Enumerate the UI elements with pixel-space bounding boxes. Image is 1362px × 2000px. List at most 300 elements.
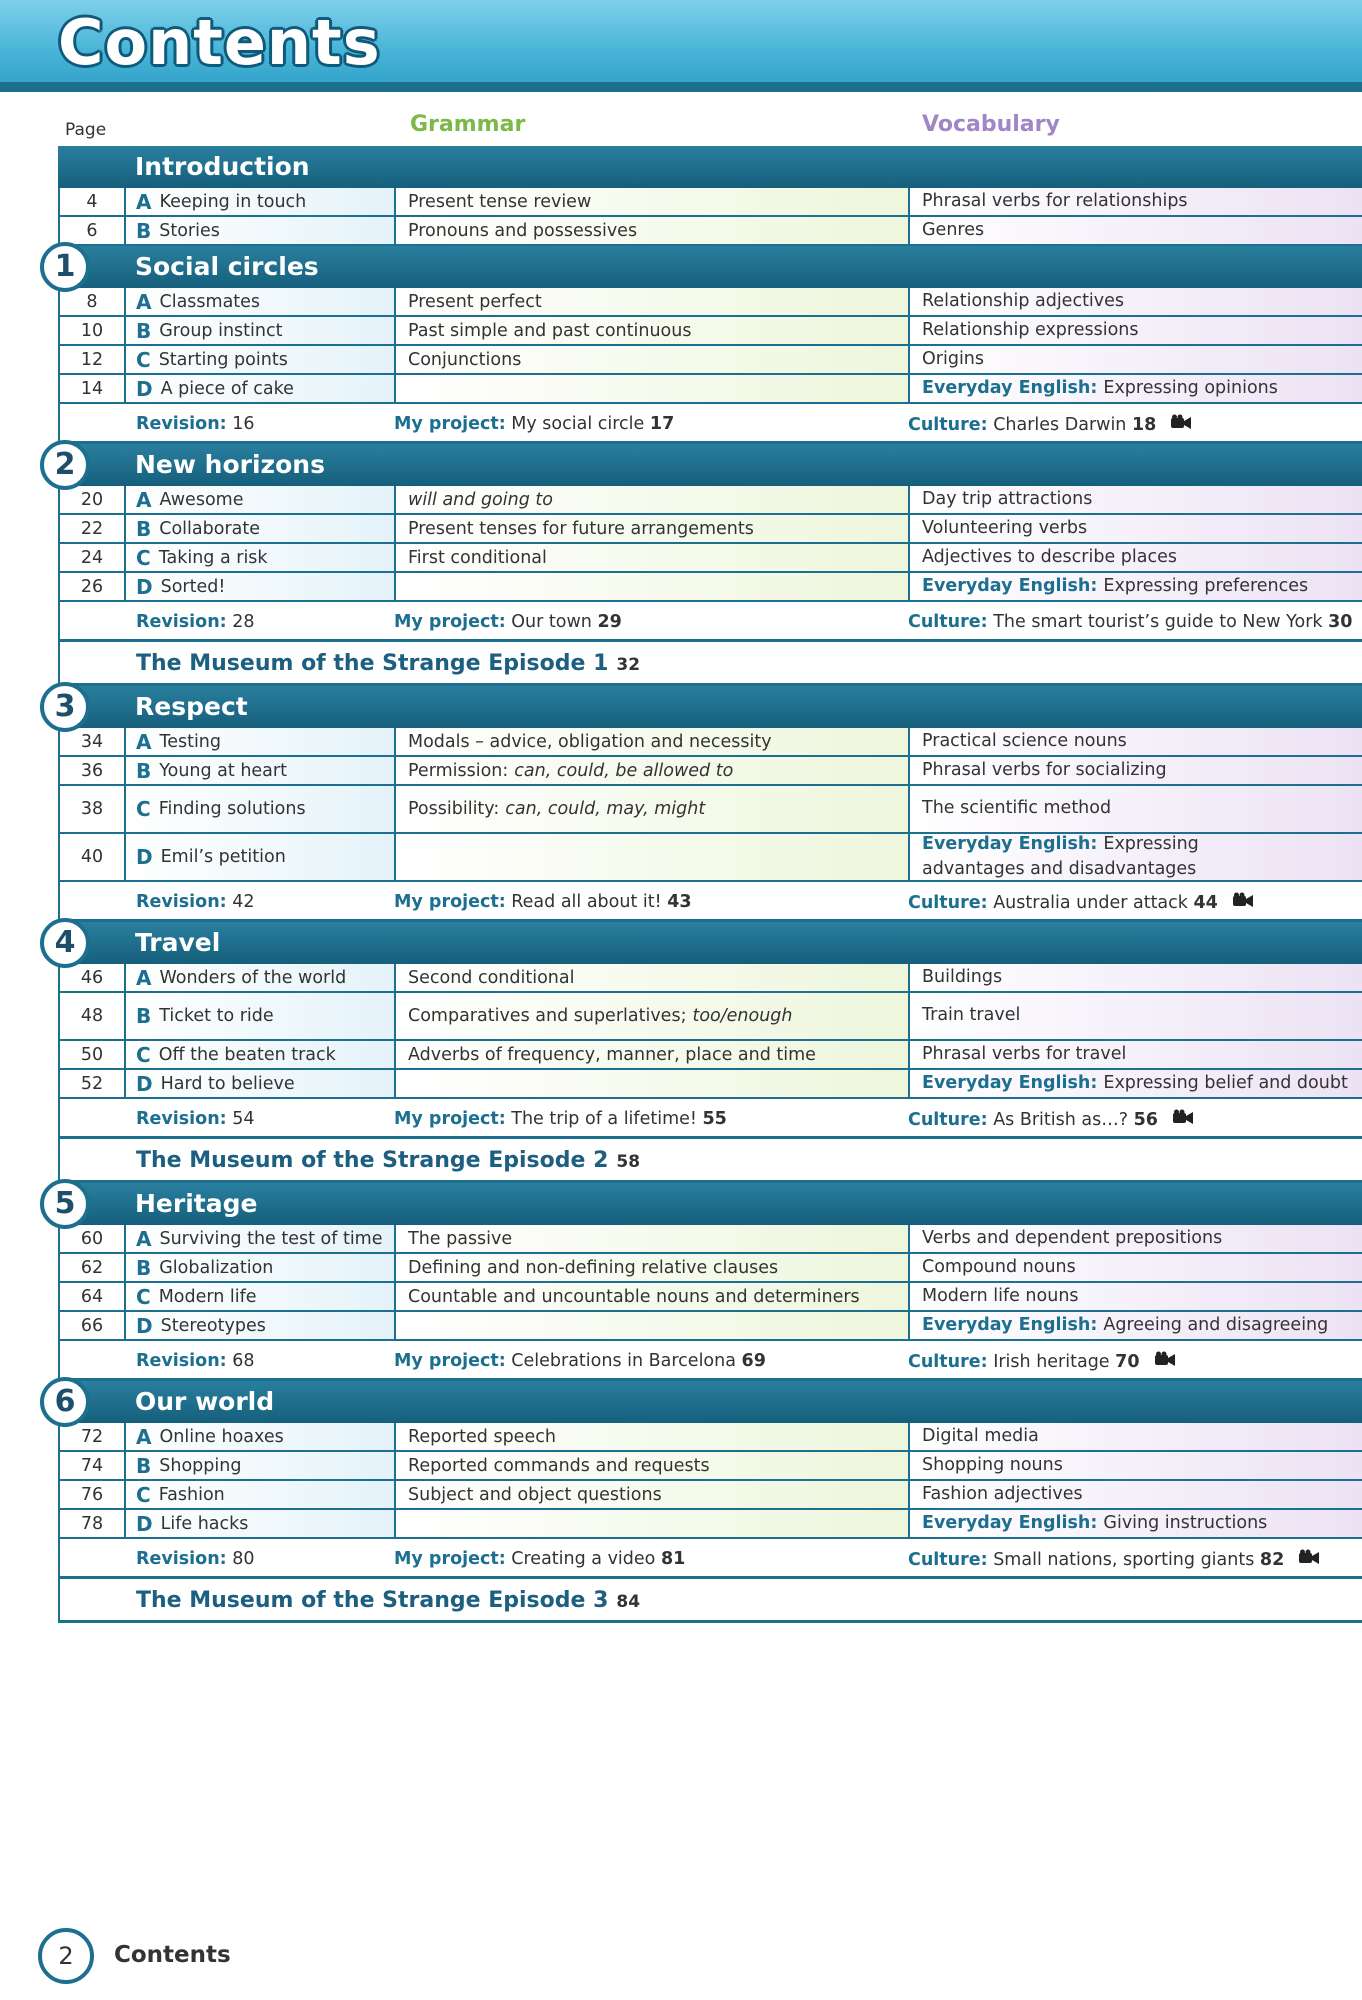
vocabulary-cell [910, 1423, 1362, 1450]
project-text: My social circle [511, 414, 645, 434]
everyday-english-label: Everyday English: [922, 1072, 1098, 1093]
grammar-cell [396, 834, 910, 880]
vocabulary-text: Modern life nouns [922, 1285, 1079, 1306]
revision-item [136, 1109, 255, 1129]
lesson-row [58, 1225, 1362, 1254]
project-label: My project: [394, 1549, 506, 1569]
project-label: My project: [394, 414, 506, 434]
culture-text: Irish heritage [993, 1352, 1110, 1372]
grammar-text: Subject and object questions [408, 1484, 662, 1505]
lesson-title-cell [126, 486, 396, 513]
culture-item [908, 1351, 1176, 1372]
vocabulary-cell [910, 964, 1362, 991]
culture-text: Charles Darwin [993, 415, 1127, 435]
project-page: 69 [741, 1351, 766, 1371]
lesson-page: 72 [60, 1423, 126, 1450]
lesson-page: 8 [60, 288, 126, 315]
lesson-title: Stories [159, 220, 220, 241]
lesson-row [58, 728, 1362, 757]
grammar-cell [396, 573, 910, 600]
grammar-text: Reported speech [408, 1426, 556, 1447]
revision-page: 28 [232, 612, 255, 632]
lesson-title-cell [126, 1481, 396, 1508]
lesson-title-cell [126, 964, 396, 991]
revision-item [136, 1351, 255, 1371]
episode-title: The Museum of the Strange Episode 3 [136, 1588, 609, 1613]
grammar-text: Present tenses for future arrangements [408, 518, 754, 539]
grammar-text: can, could, be allowed to [514, 760, 734, 781]
revision-page: 80 [232, 1549, 255, 1569]
episode-link [136, 1148, 640, 1173]
grammar-cell [396, 1254, 910, 1281]
lesson-title: Surviving the test of time [159, 1228, 383, 1249]
lesson-title-cell [126, 1452, 396, 1479]
lesson-row [58, 317, 1362, 346]
lesson-title: Shopping [159, 1455, 242, 1476]
page-title: Contents [58, 6, 381, 79]
project-item [394, 892, 692, 912]
episode-row [58, 642, 1362, 686]
lesson-row [58, 1481, 1362, 1510]
vocabulary-text: Buildings [922, 966, 1003, 987]
column-header-vocabulary: Vocabulary [922, 112, 1060, 137]
project-label: My project: [394, 1109, 506, 1129]
episode-row [58, 1579, 1362, 1623]
culture-page: 82 [1259, 1550, 1285, 1570]
culture-label: Culture: [908, 893, 988, 913]
lesson-page: 38 [60, 786, 126, 832]
unit-title: Heritage [135, 1189, 258, 1218]
lesson-page: 60 [60, 1225, 126, 1252]
everyday-english-label: Everyday English: [922, 1512, 1098, 1533]
everyday-english-label: Everyday English: [922, 575, 1098, 596]
lesson-title: Hard to believe [160, 1073, 295, 1094]
grammar-cell [396, 486, 910, 513]
grammar-cell [396, 728, 910, 755]
lesson-page: 12 [60, 346, 126, 373]
grammar-cell [396, 1510, 910, 1537]
vocabulary-cell [910, 1510, 1362, 1537]
vocabulary-text: The scientific method [922, 798, 1112, 819]
culture-label: Culture: [908, 415, 988, 435]
grammar-cell [396, 288, 910, 315]
vocabulary-text: Relationship expressions [922, 319, 1139, 340]
lesson-letter: D [136, 574, 153, 599]
grammar-text: Reported commands and requests [408, 1455, 710, 1476]
grammar-cell [396, 964, 910, 991]
column-header-grammar: Grammar [410, 112, 526, 137]
grammar-cell [396, 317, 910, 344]
culture-text: The smart tourist’s guide to New York [993, 612, 1323, 632]
lesson-row [58, 964, 1362, 993]
lesson-row [58, 346, 1362, 375]
culture-label: Culture: [908, 1352, 988, 1372]
unit-title: Respect [135, 692, 248, 721]
lesson-row [58, 1510, 1362, 1539]
lesson-letter: B [136, 1004, 152, 1028]
lesson-title-cell [126, 1070, 396, 1097]
vocabulary-text: Phrasal verbs for relationships [922, 190, 1188, 211]
revision-item [136, 1549, 255, 1569]
lesson-page: 26 [60, 573, 126, 600]
lesson-title-cell [126, 288, 396, 315]
lesson-letter: D [136, 1511, 153, 1536]
unit-header [54, 1381, 1362, 1423]
culture-page: 70 [1115, 1352, 1140, 1372]
video-camera-icon [1154, 1351, 1176, 1371]
lesson-title-cell [126, 188, 396, 215]
grammar-text: Present perfect [408, 291, 542, 312]
vocabulary-cell [910, 544, 1362, 571]
vocabulary-cell [910, 786, 1362, 832]
vocabulary-text: Compound nouns [922, 1256, 1076, 1277]
vocabulary-cell [910, 188, 1362, 215]
lesson-row [58, 1254, 1362, 1283]
lesson-row [58, 515, 1362, 544]
culture-page: 56 [1133, 1110, 1158, 1130]
grammar-text: will and going to [408, 489, 553, 510]
lesson-letter: C [136, 1482, 151, 1507]
lesson-title: Life hacks [160, 1513, 249, 1534]
episode-title: The Museum of the Strange Episode 1 [136, 651, 609, 676]
lesson-letter: D [136, 845, 153, 869]
culture-text: Australia under attack [993, 893, 1188, 913]
lesson-row [58, 573, 1362, 602]
lesson-title-cell [126, 573, 396, 600]
vocabulary-cell [910, 573, 1362, 600]
revision-item [136, 612, 255, 632]
vocabulary-cell [910, 288, 1362, 315]
lesson-page: 64 [60, 1283, 126, 1310]
video-camera-icon [1232, 892, 1254, 912]
lesson-title: Globalization [159, 1257, 274, 1278]
lesson-letter: A [136, 729, 152, 754]
footer-label: Contents [114, 1942, 231, 1968]
video-camera-icon [1298, 1549, 1320, 1569]
revision-label: Revision: [136, 1109, 227, 1129]
grammar-text: can, could, may, might [505, 799, 706, 819]
revision-label: Revision: [136, 892, 227, 912]
lesson-title: Young at heart [159, 760, 287, 781]
lesson-row [58, 375, 1362, 404]
revision-row [58, 1099, 1362, 1139]
grammar-text: The passive [408, 1228, 513, 1249]
lesson-page: 20 [60, 486, 126, 513]
lesson-title-cell [126, 1254, 396, 1281]
lesson-row [58, 993, 1362, 1041]
grammar-cell [396, 1283, 910, 1310]
lesson-title-cell [126, 1510, 396, 1537]
project-label: My project: [394, 612, 506, 632]
lesson-title-cell [126, 375, 396, 402]
unit-number-badge: 6 [40, 1377, 90, 1427]
vocabulary-text: Verbs and dependent prepositions [922, 1227, 1223, 1248]
revision-page: 54 [232, 1109, 255, 1129]
vocabulary-cell [910, 1312, 1362, 1339]
lesson-page: 22 [60, 515, 126, 542]
lesson-letter: B [136, 1453, 152, 1478]
lesson-letter: C [136, 545, 151, 570]
project-page: 43 [667, 892, 692, 912]
lesson-letter: D [136, 376, 153, 401]
unit-number-badge: 3 [40, 682, 90, 732]
revision-row [58, 1341, 1362, 1381]
lesson-page: 36 [60, 757, 126, 784]
episode-link [136, 651, 640, 676]
revision-label: Revision: [136, 1351, 227, 1371]
unit-header [54, 444, 1362, 486]
contents-table [54, 146, 1362, 1623]
lesson-page: 52 [60, 1070, 126, 1097]
revision-page: 42 [232, 892, 255, 912]
grammar-cell [396, 346, 910, 373]
grammar-cell [396, 1481, 910, 1508]
project-item [394, 612, 622, 632]
lesson-page: 40 [60, 834, 126, 880]
lesson-letter: C [136, 347, 151, 372]
grammar-text: Countable and uncountable nouns and determiners [408, 1286, 860, 1307]
revision-row [58, 404, 1362, 444]
episode-page: 58 [616, 1152, 641, 1172]
project-page: 17 [649, 414, 675, 434]
lesson-title: Wonders of the world [159, 967, 347, 988]
lesson-letter: C [136, 1284, 151, 1309]
vocabulary-cell [910, 317, 1362, 344]
vocabulary-cell [910, 1254, 1362, 1281]
grammar-cell [396, 993, 910, 1039]
grammar-cell [396, 188, 910, 215]
grammar-text: Conjunctions [408, 349, 522, 370]
vocabulary-text: Expressing opinions [1103, 377, 1278, 398]
lesson-title-cell [126, 1283, 396, 1310]
everyday-english-label: Everyday English: [922, 833, 1098, 854]
vocabulary-text: Shopping nouns [922, 1454, 1063, 1475]
lesson-title: Modern life [158, 1286, 257, 1307]
lesson-letter: A [136, 965, 152, 990]
grammar-cell [396, 217, 910, 244]
vocabulary-text: Agreeing and disagreeing [1103, 1314, 1329, 1335]
lesson-title: Off the beaten track [158, 1044, 336, 1065]
project-page: 29 [597, 612, 622, 632]
grammar-cell [396, 515, 910, 542]
culture-page: 18 [1131, 415, 1157, 435]
culture-text: As British as…? [993, 1110, 1129, 1130]
lesson-letter: D [136, 1313, 153, 1338]
lesson-title: Emil’s petition [160, 847, 286, 867]
lesson-row [58, 786, 1362, 834]
lesson-title: Collaborate [159, 518, 260, 539]
column-header-page: Page [65, 120, 107, 140]
lesson-row [58, 288, 1362, 317]
header-banner [0, 0, 1362, 92]
lesson-row [58, 217, 1362, 246]
lesson-page: 78 [60, 1510, 126, 1537]
grammar-cell [396, 1452, 910, 1479]
lesson-title: Stereotypes [160, 1315, 266, 1336]
revision-item [136, 414, 255, 434]
vocabulary-cell [910, 757, 1362, 784]
vocabulary-cell [910, 486, 1362, 513]
lesson-title-cell [126, 1041, 396, 1068]
unit-header [54, 1183, 1362, 1225]
episode-title: The Museum of the Strange Episode 2 [136, 1148, 609, 1173]
lesson-title: Group instinct [159, 320, 283, 341]
vocabulary-cell [910, 1452, 1362, 1479]
vocabulary-cell [910, 728, 1362, 755]
lesson-row [58, 1312, 1362, 1341]
lesson-title-cell [126, 1312, 396, 1339]
grammar-cell [396, 1312, 910, 1339]
vocabulary-cell [910, 375, 1362, 402]
grammar-prefix: Possibility: [408, 799, 500, 819]
lesson-page: 76 [60, 1481, 126, 1508]
project-item [394, 1109, 727, 1129]
vocabulary-cell [910, 346, 1362, 373]
lesson-title-cell [126, 834, 396, 880]
lesson-letter: B [136, 218, 152, 243]
project-text: Read all about it! [511, 892, 662, 912]
vocabulary-text: Giving instructions [1103, 1512, 1268, 1533]
vocabulary-cell [910, 1041, 1362, 1068]
episode-link [136, 1588, 640, 1613]
lesson-page: 62 [60, 1254, 126, 1281]
lesson-title-cell [126, 544, 396, 571]
grammar-cell [396, 786, 910, 832]
revision-label: Revision: [136, 1549, 227, 1569]
lesson-page: 50 [60, 1041, 126, 1068]
revision-item [136, 892, 255, 912]
culture-label: Culture: [908, 612, 988, 632]
lesson-title-cell [126, 346, 396, 373]
unit-title: Our world [135, 1387, 275, 1416]
project-text: Creating a video [511, 1549, 656, 1569]
revision-row [58, 1539, 1362, 1579]
lesson-page: 4 [60, 188, 126, 215]
grammar-text: Adverbs of frequency, manner, place and time [408, 1044, 816, 1065]
project-label: My project: [394, 1351, 506, 1371]
lesson-title: Testing [159, 731, 222, 752]
unit-title: Introduction [135, 152, 310, 181]
grammar-text: First conditional [408, 547, 547, 568]
unit-title: Travel [135, 928, 221, 957]
footer-page-number: 2 [38, 1928, 94, 1984]
project-item [394, 1351, 766, 1371]
vocabulary-cell [910, 217, 1362, 244]
grammar-cell [396, 1225, 910, 1252]
project-page: 81 [660, 1549, 686, 1569]
revision-row [58, 602, 1362, 642]
culture-item [908, 892, 1254, 913]
lesson-row [58, 486, 1362, 515]
grammar-cell [396, 1070, 910, 1097]
unit-title: New horizons [135, 450, 325, 479]
video-camera-icon [1170, 414, 1192, 434]
vocabulary-cell [910, 1070, 1362, 1097]
vocabulary-cell [910, 1481, 1362, 1508]
culture-item [908, 612, 1352, 632]
grammar-text: Modals – advice, obligation and necessity [408, 731, 772, 752]
unit-number-badge: 1 [40, 242, 90, 292]
culture-label: Culture: [908, 1550, 988, 1570]
lesson-row [58, 757, 1362, 786]
revision-label: Revision: [136, 414, 227, 434]
vocabulary-cell [910, 1225, 1362, 1252]
grammar-cell [396, 1041, 910, 1068]
lesson-page: 74 [60, 1452, 126, 1479]
lesson-page: 48 [60, 993, 126, 1039]
vocabulary-cell [910, 1283, 1362, 1310]
grammar-prefix: Permission: [408, 760, 509, 781]
unit-header [54, 246, 1362, 288]
lesson-row [58, 1070, 1362, 1099]
lesson-title-cell [126, 728, 396, 755]
vocabulary-text: Day trip attractions [922, 488, 1093, 509]
unit-header [58, 146, 1362, 188]
culture-page: 44 [1193, 893, 1218, 913]
lesson-title: Classmates [159, 291, 261, 312]
vocabulary-text: Adjectives to describe places [922, 546, 1177, 567]
lesson-row [58, 1423, 1362, 1452]
vocabulary-text: Digital media [922, 1425, 1039, 1446]
lesson-letter: A [136, 487, 152, 512]
grammar-cell [396, 757, 910, 784]
vocabulary-text: Train travel [922, 1005, 1021, 1026]
vocabulary-cell [910, 834, 1362, 880]
lesson-title: Starting points [158, 349, 288, 370]
lesson-row [58, 1452, 1362, 1481]
lesson-row [58, 834, 1362, 882]
lesson-title-cell [126, 993, 396, 1039]
episode-row [58, 1139, 1362, 1183]
lesson-letter: A [136, 189, 152, 214]
lesson-page: 66 [60, 1312, 126, 1339]
vocabulary-text: Phrasal verbs for travel [922, 1043, 1127, 1064]
project-text: The trip of a lifetime! [511, 1109, 697, 1129]
lesson-title: Sorted! [160, 576, 226, 597]
project-text: Celebrations in Barcelona [511, 1351, 736, 1371]
unit-header [54, 686, 1362, 728]
lesson-letter: B [136, 516, 152, 541]
culture-item [908, 1549, 1320, 1570]
project-item [394, 414, 674, 434]
lesson-letter: A [136, 1226, 152, 1251]
lesson-letter: A [136, 1424, 152, 1449]
lesson-page: 34 [60, 728, 126, 755]
grammar-text: Pronouns and possessives [408, 220, 638, 241]
lesson-title-cell [126, 317, 396, 344]
lesson-row [58, 1283, 1362, 1312]
lesson-letter: C [136, 797, 151, 821]
lesson-title-cell [126, 757, 396, 784]
lesson-page: 24 [60, 544, 126, 571]
vocabulary-text: Expressing preferences [1103, 575, 1309, 596]
lesson-letter: C [136, 1042, 151, 1067]
revision-label: Revision: [136, 612, 227, 632]
grammar-cell [396, 1423, 910, 1450]
revision-page: 68 [232, 1351, 255, 1371]
video-camera-icon [1172, 1109, 1194, 1129]
project-item [394, 1549, 685, 1569]
grammar-text: Present tense review [408, 191, 592, 212]
vocabulary-text: Expressing advantages and disadvantages [922, 833, 1199, 879]
vocabulary-text: Volunteering verbs [922, 517, 1088, 538]
revision-row [58, 882, 1362, 922]
lesson-page: 10 [60, 317, 126, 344]
unit-number-badge: 5 [40, 1179, 90, 1229]
vocabulary-cell [910, 515, 1362, 542]
lesson-letter: B [136, 1255, 152, 1280]
unit-header [54, 922, 1362, 964]
